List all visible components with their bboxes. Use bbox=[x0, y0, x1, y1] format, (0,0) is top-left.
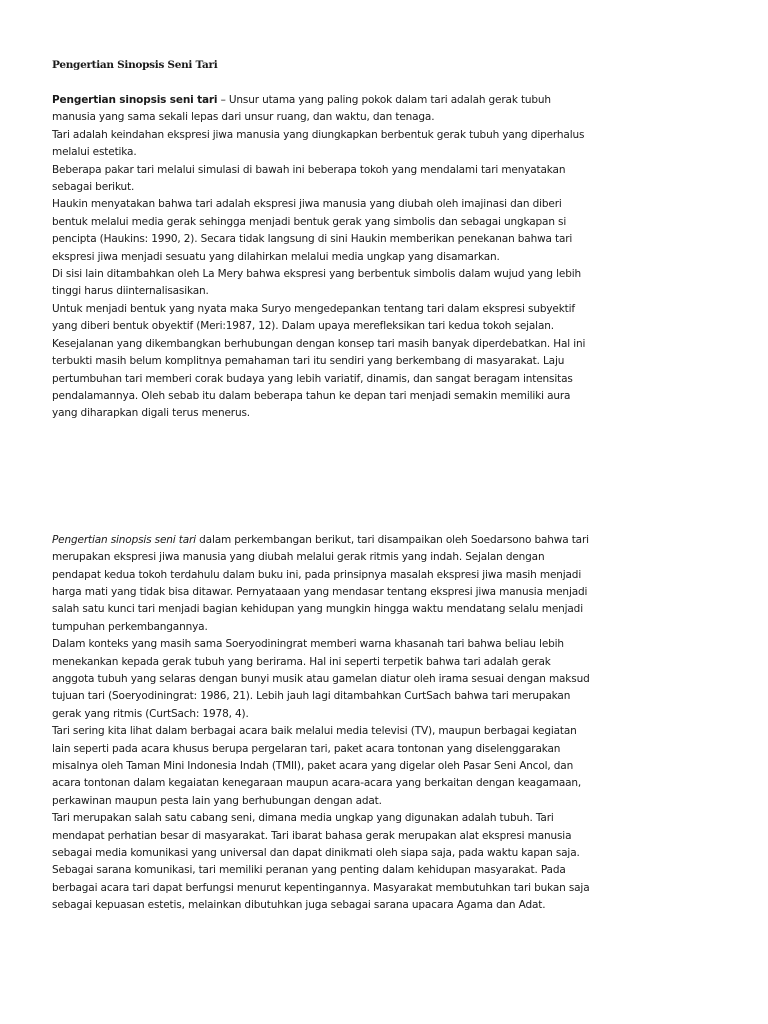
document-title: Pengertian Sinopsis Seni Tari bbox=[52, 59, 218, 71]
paragraph-line: terbukti masih belum komplitnya pemahaman tari itu sendiri yang berkembang di masyarakat. Laju bbox=[52, 355, 565, 368]
paragraph-line: Di sisi lain ditambahkan oleh La Mery bahwa ekspresi yang berbentuk simbolis dalam wujud yang lebih bbox=[52, 268, 581, 281]
paragraph-line: pencipta (Haukins: 1990, 2). Secara tidak langsung di sini Haukin memberikan penekanan bahwa tari bbox=[52, 233, 573, 246]
paragraph-line: Tari adalah keindahan ekspresi jiwa manusia yang diungkapkan berbentuk gerak tubuh yang diperhalus bbox=[52, 128, 585, 141]
paragraph-line: Sebagai sarana komunikasi, tari memiliki peranan yang penting dalam kehidupan masyarakat. Pada bbox=[52, 864, 566, 877]
paragraph-line: berbagai acara tari dapat berfungsi menurut kepentingannya. Masyarakat membutuhkan tari bukan saja bbox=[52, 881, 590, 894]
paragraph-line bbox=[52, 92, 732, 109]
paragraph-line: Haukin menyatakan bahwa tari adalah ekspresi jiwa manusia yang diubah oleh imajinasi dan diberi bbox=[52, 198, 562, 211]
paragraph-line: sebagai berikut. bbox=[52, 181, 135, 194]
paragraph-line: Dalam konteks yang masih sama Soeryodiningrat memberi warna khasanah tari bahwa beliau lebih bbox=[52, 638, 564, 651]
paragraph-line bbox=[52, 532, 732, 549]
paragraph-line: menekankan kepada gerak tubuh yang berirama. Hal ini seperti terpetik bahwa tari adalah gerak bbox=[52, 655, 551, 668]
paragraph-line: yang diberi bentuk obyektif (Meri:1987, 12). Dalam upaya merefleksikan tari kedua tokoh sejalan. bbox=[52, 320, 554, 333]
section-1-lead: Pengertian sinopsis seni tari bbox=[52, 94, 218, 106]
section-1-lead-rest: – Unsur utama yang paling pokok dalam tari adalah gerak tubuh bbox=[217, 94, 551, 106]
paragraph-line: melalui estetika. bbox=[52, 146, 137, 159]
paragraph-line: acara tontonan dalam kegaiatan kenegaraan maupun acara-acara yang berkaitan dengan keagamaan, bbox=[52, 777, 582, 790]
paragraph-line: sebagai kepuasan estetis, melainkan dibutuhkan juga sebagai sarana upacara Agama dan Adat. bbox=[52, 899, 546, 912]
paragraph-line: pertumbuhan tari memberi corak budaya yang lebih variatif, dinamis, dan sangat beragam intensitas bbox=[52, 372, 573, 385]
paragraph-line: Tari merupakan salah satu cabang seni, dimana media ungkap yang digunakan adalah tubuh. Tari bbox=[52, 812, 554, 825]
document-page bbox=[52, 58, 732, 915]
paragraph-line: pendalamannya. Oleh sebab itu dalam beberapa tahun ke depan tari menjadi semakin memiliki aura bbox=[52, 389, 571, 402]
section-2-lead-rest: dalam perkembangan berikut, tari disampaikan oleh Soedarsono bahwa tari bbox=[195, 533, 589, 546]
paragraph-line: sebagai media komunikasi yang universal dan dapat dinikmati oleh siapa saja, pada waktu kapan saja. bbox=[52, 847, 580, 860]
paragraph-line: pendapat kedua tokoh terdahulu dalam buku ini, pada prinsipnya masalah ekspresi jiwa masih menjadi bbox=[52, 568, 582, 581]
paragraph-line: harga mati yang tidak bisa ditawar. Pernyataaan yang mendasar tentang ekspresi jiwa manusia menjadi bbox=[52, 585, 588, 598]
paragraph-line: Beberapa pakar tari melalui simulasi di bawah ini beberapa tokoh yang mendalami tari menyatakan bbox=[52, 163, 566, 176]
section-2 bbox=[52, 532, 732, 915]
paragraph-line: gerak yang ritmis (CurtSach: 1978, 4). bbox=[52, 707, 249, 720]
paragraph-line: ekspresi jiwa menjadi sesuatu yang dilahirkan melalui media ungkap yang disamarkan. bbox=[52, 250, 500, 263]
paragraph-line: Untuk menjadi bentuk yang nyata maka Suryo mengedepankan tentang tari dalam ekspresi subyektif bbox=[52, 302, 575, 315]
paragraph-line: tumpuhan perkembangannya. bbox=[52, 620, 208, 633]
paragraph-line: salah satu kunci tari menjadi bagian kehidupan yang mungkin hingga waktu mendatang selalu menjadi bbox=[52, 603, 583, 616]
paragraph-line: Tari sering kita lihat dalam berbagai acara baik melalui media televisi (TV), maupun berbagai kegiatan bbox=[52, 725, 577, 738]
section-2-lines bbox=[52, 549, 732, 915]
paragraph-line: perkawinan maupun pesta lain yang berhubungan dengan adat. bbox=[52, 794, 382, 807]
section-2-lead: Pengertian sinopsis seni tari bbox=[52, 533, 196, 546]
paragraph-line: tujuan tari (Soeryodiningrat: 1986, 21). Lebih jauh lagi ditambahkan CurtSach bahwa tari merupakan bbox=[52, 690, 571, 703]
paragraph-line: Kesejalanan yang dikembangkan berhubungan dengan konsep tari masih banyak diperdebatkan. Hal ini bbox=[52, 337, 586, 350]
spacer bbox=[52, 423, 732, 532]
section-1 bbox=[52, 92, 732, 423]
paragraph-line: anggota tubuh yang selaras dengan bunyi musik atau gamelan diatur oleh irama sesuai dengan maksud bbox=[52, 672, 590, 685]
paragraph-line: mendapat perhatian besar di masyarakat. Tari ibarat bahasa gerak merupakan alat ekspresi manusia bbox=[52, 829, 572, 842]
paragraph-line: lain seperti pada acara khusus berupa pergelaran tari, paket acara tontonan yang diselenggarakan bbox=[52, 742, 561, 755]
section-1-lines bbox=[52, 109, 732, 422]
paragraph-line: tinggi harus diinternalisasikan. bbox=[52, 285, 209, 298]
paragraph-line: manusia yang sama sekali lepas dari unsur ruang, dan waktu, dan tenaga. bbox=[52, 111, 435, 124]
paragraph-line: yang diharapkan digali terus menerus. bbox=[52, 407, 250, 420]
paragraph-line: bentuk melalui media gerak sehingga menjadi bentuk gerak yang simbolis dan sebagai ungkapan si bbox=[52, 215, 567, 228]
paragraph-line: merupakan ekspresi jiwa manusia yang diubah melalui gerak ritmis yang indah. Sejalan dengan bbox=[52, 551, 545, 564]
paragraph-line: misalnya oleh Taman Mini Indonesia Indah (TMII), paket acara yang digelar oleh Pasar Seni Ancol, dan bbox=[52, 760, 574, 772]
